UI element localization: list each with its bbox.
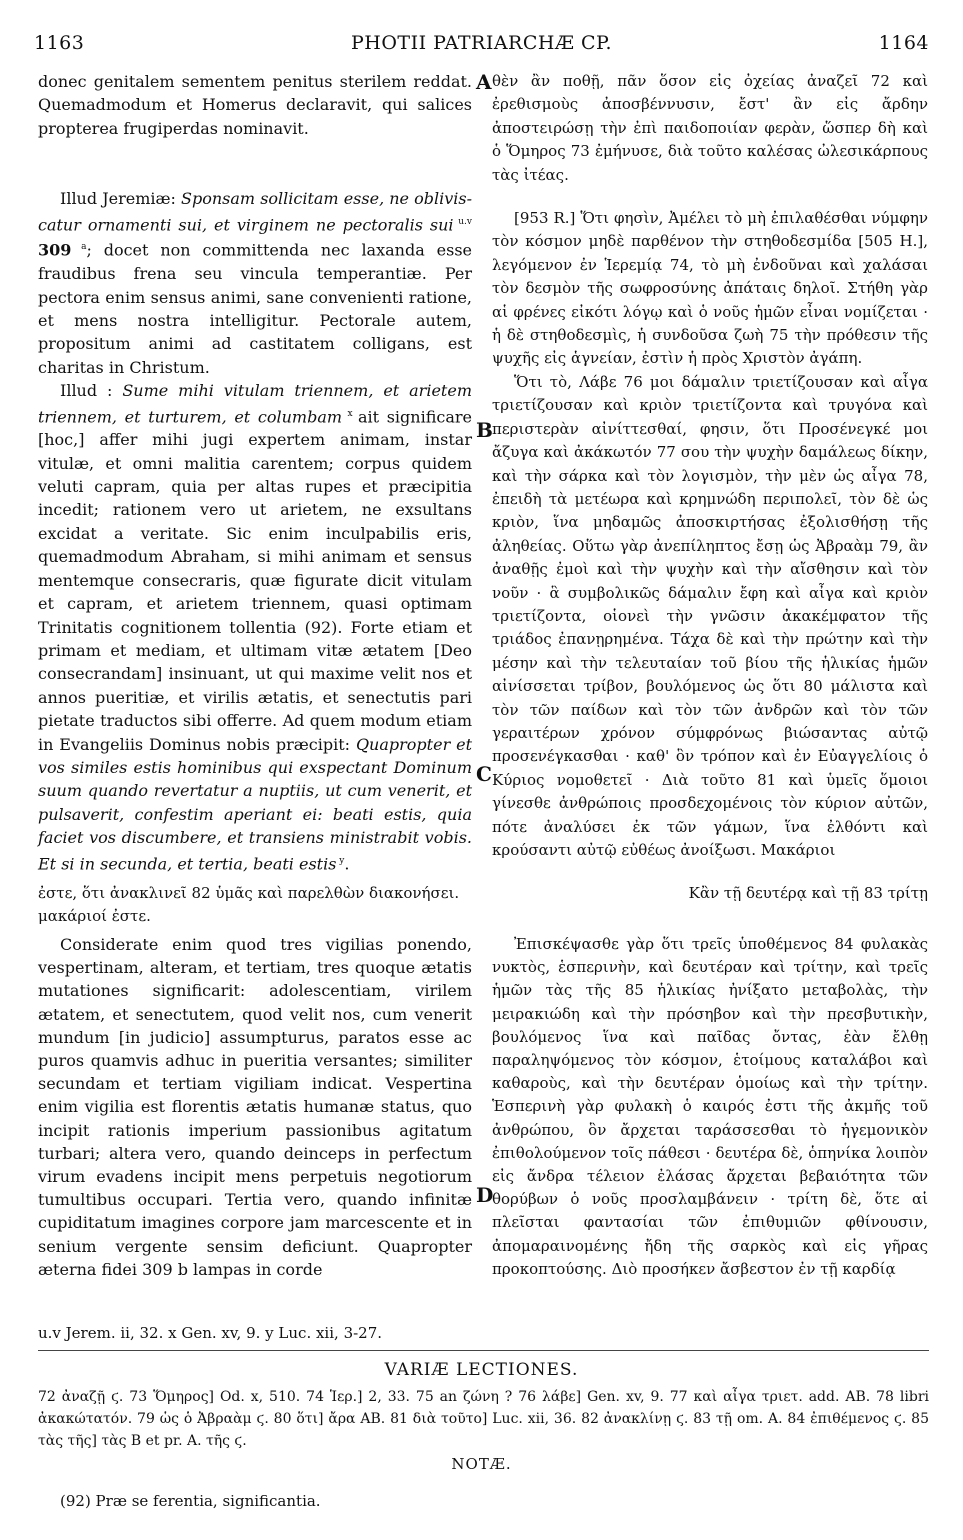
note-92: (92) Præ se ferentia, significantia.: [60, 1492, 321, 1510]
latin-paragraph-2: Illud Jeremiæ: Sponsam sollicitam esse, ne oblivis-catur ornamenti sui, et virginem ne pectoralis sui $^{u.v}$ 309 $^a$; docet non committenda nec laxanda esse fraudibus frena seu vincula temperantiæ. Per pectora enim sensus animi, sane convenienti ratione, et mens nostra intelligitur. Pectorale autem, propositum animi ad castitatem colligans, est charitas in Christum.: [38, 189, 473, 377]
greek-lower-paragraph: Ἐπισκέψασθε γὰρ ὅτι τρεῖς ὑποθέμενος 84 φυλακὰς νυκτὸς, ἑσπερινὴν, καὶ δευτέραν καὶ τρίτην, καὶ τρεῖς ἡμῶν τὰς τῆς 85 ἡλικίας ἠνίξατο μεταβολὰς, τὴν μειρακιώδη καὶ τὴν πρόσηβον καὶ τὴν πρεσβυτικὴν, βουλόμενος ἵνα καὶ παῖδας ὄντας, ἐὰν ἔλθῃ παραληψόμενος τὸν κόσμον, ἑτοίμους καταλάβοι καὶ καθαροὺς, καὶ τὴν δευτέραν ὁμοίως καὶ τὴν τρίτην. Ἑσπερινὴ γὰρ φυλακὴ ὁ καιρός ἐστι τῆς ἀκμῆς τοῦ ἀνθρώπου, ὃν ἄρχεται ταράσσεσθαι τὸ ἡγεμονικὸν ἐπιθολούμενον τοῖς πάθεσι · δευτέρα δὲ, ὁπηνίκα λοιπὸν εἰς ἄνδρα τέλειον ἐλάσας ἄρχεται βεβαιότητα τῶν θορύβων ὁ νοῦς προσλαμβάνειν · τρίτη δὲ, ὅτε αἱ πλεῖσται φαντασίαι τῶν ἐπιθυμιῶν φθίνουσιν, ἀπομαραινομένης ἤδη τῆς σαρκὸς καὶ εἰς γῆρας προκοπτούσης. Διὸ προσήκεν ἄσβεστον ἐν τῇ καρδίᾳ: [492, 935, 928, 1278]
section-marker-d: D: [476, 1183, 494, 1207]
running-title: PHOTII PATRIARCHÆ CP.: [350, 32, 613, 54]
scripture-references: u.v Jerem. ii, 32. x Gen. xv, 9. y Luc. xii, 3-27.: [38, 1324, 383, 1342]
greek-paragraph-1: θὲν ἂν ποθῇ, πᾶν ὅσον εἰς ὀχείας ἀναζεῖ 72 καὶ ἐρεθισμοὺς ἀποσβέννυσιν, ἔστ' ἂν εἰς ἄρδην ἀποστειρώσῃ τὴν ἐπὶ παιδοποιίαν φερὰν, ὥσπερ δὴ καὶ ὁ Ὅμηρος 73 ἐμήνυσε, διὰ τοῦτο καλέσας ὠλεσικάρπους τὰς ἰτέας.: [492, 72, 928, 184]
greek-paragraph-2: [953 R.] Ὅτι φησὶν, Ἀμέλει τὸ μὴ ἐπιλαθέσθαι νύμφην τὸν κόσμον μηδὲ παρθένον τὴν στηθοδεσμίδα [505 H.], λεγόμενον ἐν Ἱερεμίᾳ 74, τὸ μὴ ἐνδοῦναι καὶ χαλάσαι τὸν δεσμὸν τῆς σωφροσύνης ἀπάταις δηλοῖ. Στήθη γὰρ αἱ φρένες εἰκότι λόγῳ καὶ ὁ νοῦς ἡμῶν εἶναι νομίζεται · ἡ δὲ στηθοδεσμὶς, ἡ συνδοῦσα ζωὴ 75 τὴν πρόθεσιν τῆς ψυχῆς εἰς ἁγνείαν, ἐστὶν ἡ πρὸς Χριστὸν ἀγάπη.: [492, 209, 928, 368]
variae-lectiones-title: VARIÆ LECTIONES.: [384, 1360, 579, 1380]
notae-title: NOTÆ.: [451, 1455, 512, 1473]
spanning-line-right: Κἂν τῇ δευτέρᾳ καὶ τῇ 83 τρίτῃ: [688, 884, 928, 902]
page-header: [34, 32, 929, 58]
page-number-right: 1164: [878, 32, 929, 54]
latin-paragraph-1: donec genitalem sementem penitus sterilem reddat. Quemadmodum et Homerus declaravit, qui salices propterea frugiperdas nominavit.: [38, 72, 472, 138]
spanning-line-next: μακάριοί ἐστε.: [38, 907, 151, 925]
greek-paragraph-3: Ὅτι τὸ, Λάβε 76 μοι δάμαλιν τριετίζουσαν καὶ αἶγα τριετίζουσαν καὶ κριὸν τριετίζοντα καὶ τρυγόνα καὶ περιστερὰν αἰνίττεσθαί, φησιν, ὅτι Προσένεγκέ μοι ἄζυγα καὶ ἀκάκωτόν 77 σου τὴν ψυχὴν δαμάλεως δίκην, καὶ τὴν σάρκα καὶ τὸν λογισμὸν, τὴν μὲν ὡς αἶγα 78, ἐπειδὴ τὰ μετέωρα καὶ κρημνώδη περιπολεῖ, τὸν δὲ ὡς κριὸν, ἵνα μηδαμῶς ἀποσκιρτήσας ἐξολισθήσῃ τῆς ἀληθείας. Οὕτω γὰρ ἀνεπίληπτος ἔσῃ ὡς Ἀβραὰμ 79, ἂν ἀναθῇς ἐμοὶ καὶ τὴν ψυχὴν καὶ τὴν αἴσθησιν καὶ τὸν νοῦν · ἃ συμβολικῶς δάμαλιν ἔφη καὶ αἶγα καὶ κριὸν τριετίζοντα, οἱονεὶ τὴν γνῶσιν ἀκακέμφατον τῆς τριάδος ἐπανῃρημένα. Τάχα δὲ καὶ τὴν πρώτην καὶ τὴν μέσην καὶ τὴν τελευταίαν τοῦ βίου τῆς ἡλικίας ἡμῶν αἰνίσσεται τρίβον, βουλόμενος ὡς ὅτι 80 μάλιστα καὶ τὸν τῶν παίδων καὶ τὸν τῶν ἀνδρῶν καὶ τὸν τῶν γεραιτέρων χρόνον σύμφρόνως βιώσαντας αὐτῷ προσενέγκασθαι · καθ' ὃν τρόπον καὶ ἐν Εὐαγγελίοις ὁ Κύριος νομοθετεῖ · Διὰ τοῦτο 81 καὶ ὑμεῖς ὅμοιοι γίνεσθε ἀνθρώποις προσδεχομένοις τὸν κύριον αὐτῶν, πότε ἀναλύσει ἐκ τῶν γάμων, ἵνα ἐλθόντι καὶ κρούσαντι αὐτῷ εὐθέως ἀνοίξωσι. Μακάριοι: [492, 372, 928, 859]
spanning-line-left: ἐστε, ὅτι ἀνακλινεῖ 82 ὑμᾶς καὶ παρελθὼν διακονήσει.: [38, 884, 460, 902]
latin-paragraph-3: Illud : Sume mihi vitulam triennem, et arietem triennem, et turturem, et columbam $^x$ ait significare [hoc,] affer mihi jugi expertem animam, instar vitulæ, et omni malitia carentem; corpus quidem veluti capram, quia per altas rupes et præcipitia incedit; rationem vero ut arietem, ne exsultans excidat a veritate. Sic enim inculpabilis eris, quemadmodum Abraham, si mihi animam et sensus mentemque consecraris, quæ figurate dicit vitulam et capram, et arietem triennem, quasi optimam Trinitatis cognitionem tollentia (92). Forte etiam et primam et mediam, et ultimam vitæ ætatem [Deo consecrandam] insinuant, ut qui maxime velit nos et annos pueritiæ, et virilis ætatis, et senectutis pari pietate traductos sibi offerre. Ad quem modum etiam in Evangeliis Dominus nobis præcipit: Quapropter et vos similes estis hominibus qui exspectant Dominum suum quando revertatur a nuptiis, ut cum venerit, et pulsaverit, confestim aperiant ei: beati estis, quia faciet vos discumbere, et transiens ministrabit vobis. Et si in secunda, et tertia, beati estis $^y$.: [38, 381, 473, 873]
page-number-left: 1163: [34, 32, 85, 54]
variae-lectiones-text: 72 ἀναζῇ ϛ. 73 Ὅμηρος] Od. x, 510. 74 Ἱερ.] 2, 33. 75 an ζώνη ? 76 λάβε] Gen. xv, 9. 77 καὶ αἶγα τριετ. add. AB. 78 libri ἀκακώτατόν. 79 ὡς ὁ Ἀβραὰμ ϛ. 80 ὅτι] ἄρα AB. 81 διὰ τοῦτο] Luc. xii, 36. 82 ἀνακλίνῃ ϛ. 83 τῇ om. A. 84 ἐπιθέμενος ϛ. 85 τὰς τῆς] τὰς B et pr. A. τῆς ϛ.: [38, 1389, 929, 1449]
section-marker-b: B: [476, 418, 493, 442]
greek-column: [492, 70, 928, 862]
divider-rule: [38, 1350, 929, 1351]
latin-column: [38, 70, 472, 875]
section-marker-a: A: [476, 70, 492, 94]
latin-lower-paragraph: Considerate enim quod tres vigilias ponendo, vespertinam, alteram, et tertiam, tres quoque ætatis mutationes significarit: adolescentiam, virilem ætatem, et senectutem, quod velit nos, cum venerit mundum [in judicio] assumpturus, paratos esse ac puros quamvis adhuc in pueritia versantes; similiter secundam et tertiam vigiliam indicat. Vespertina enim vigilia est florentis ætatis humanæ status, quo incipit rationis imperium passionibus agitatum turbari; altera vero, quando deinceps in perfectum virum evadens incipit mens perpetuis negotiorum tumultibus occupari. Tertia vero, quando infinitæ cupiditatum imagines corpore jam marcescente et in senium vergente sensim deficiunt. Quapropter æterna fidei 309 b lampas in corde: [38, 935, 472, 1279]
section-marker-c: C: [476, 762, 492, 786]
